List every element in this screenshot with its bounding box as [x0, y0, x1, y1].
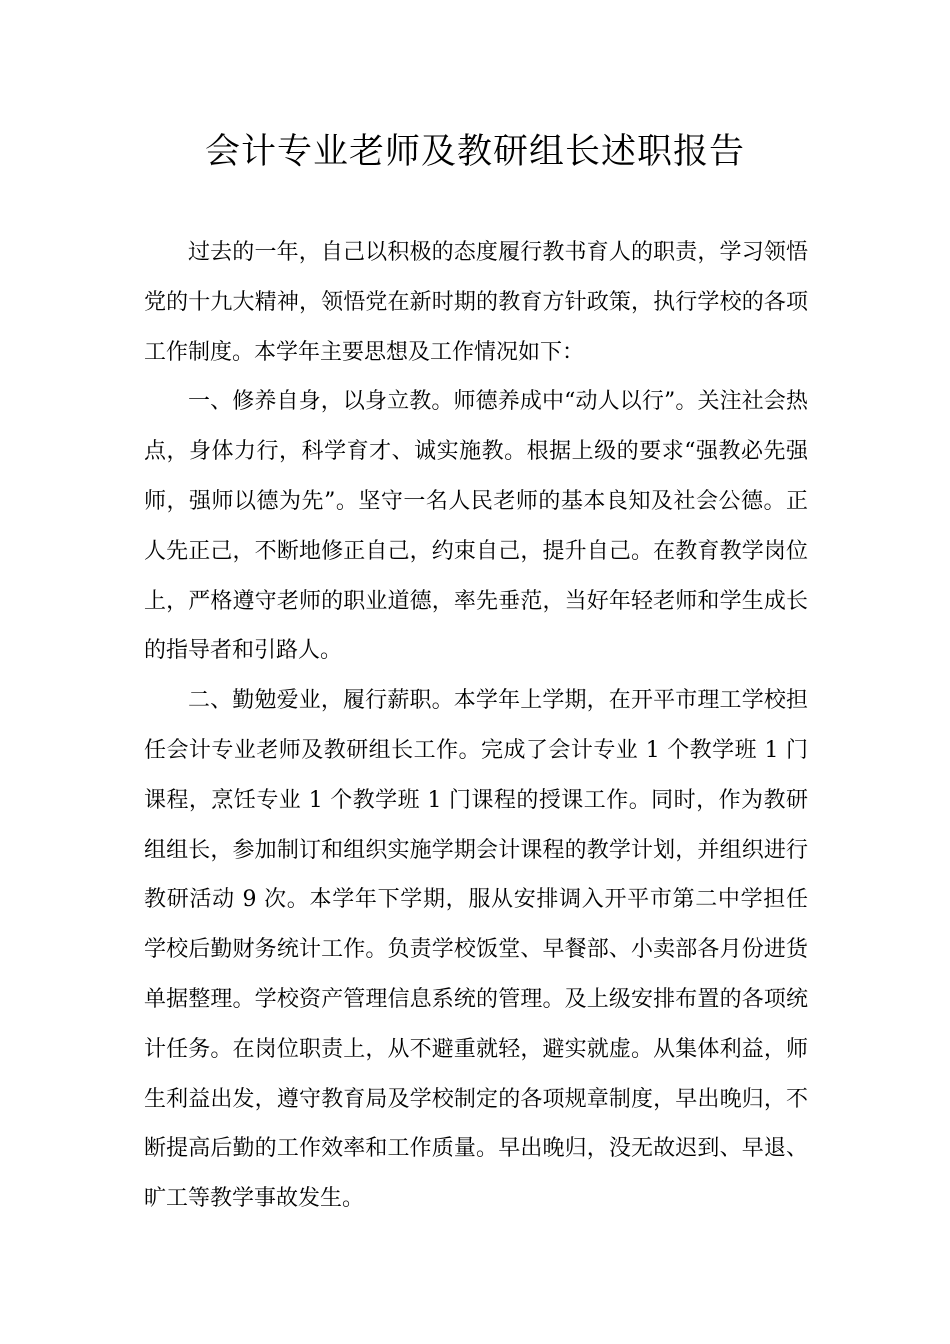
document-title: 会计专业老师及教研组长述职报告 — [204, 132, 745, 172]
paragraph-section-one: 一、修养自身，以身立教。师德养成中“动人以行”。关注社会热点，身体力行，科学育才、诚实施教。根据上级的要求“强教必先强师，强师以德为先”。坚守一名人民老师的基本良知及社会公德。正人先正己，不断地修正自己，约束自己，提升自己。在教育教学岗位上，严格遵守老师的职业道德，率先垂范，当好年轻老师和学生成长的指导者和引路人。 — [144, 389, 808, 664]
document-body — [144, 228, 808, 1224]
paragraph-section-two: 二、勤勉爱业，履行薪职。本学年上学期，在开平市理工学校担任会计专业老师及教研组长工作。完成了会计专业 1 个教学班 1 门课程，烹饪专业 1 个教学班 1 门课程的授课工作。同时，作为教研组组长，参加制订和组织实施学期会计课程的教学计划，并组织进行教研活动 9 次。本学年下学期，服从安排调入开平市第二中学担任学校后勤财务统计工作。负责学校饭堂、早餐部、小卖部各月份进货单据整理。学校资产管理信息系统的管理。及上级安排布置的各项统计任务。在岗位职责上，从不避重就轻，避实就虚。从集体利益，师生利益出发，遵守教育局及学校制定的各项规章制度，早出晚归，不断提高后勤的工作效率和工作质量。早出晚归，没无故迟到、早退、旷工等教学事故发生。 — [144, 688, 808, 1212]
paragraph-intro: 过去的一年，自己以积极的态度履行教书育人的职责，学习领悟党的十九大精神，领悟党在新时期的教育方针政策，执行学校的各项工作制度。本学年主要思想及工作情况如下： — [144, 240, 808, 365]
